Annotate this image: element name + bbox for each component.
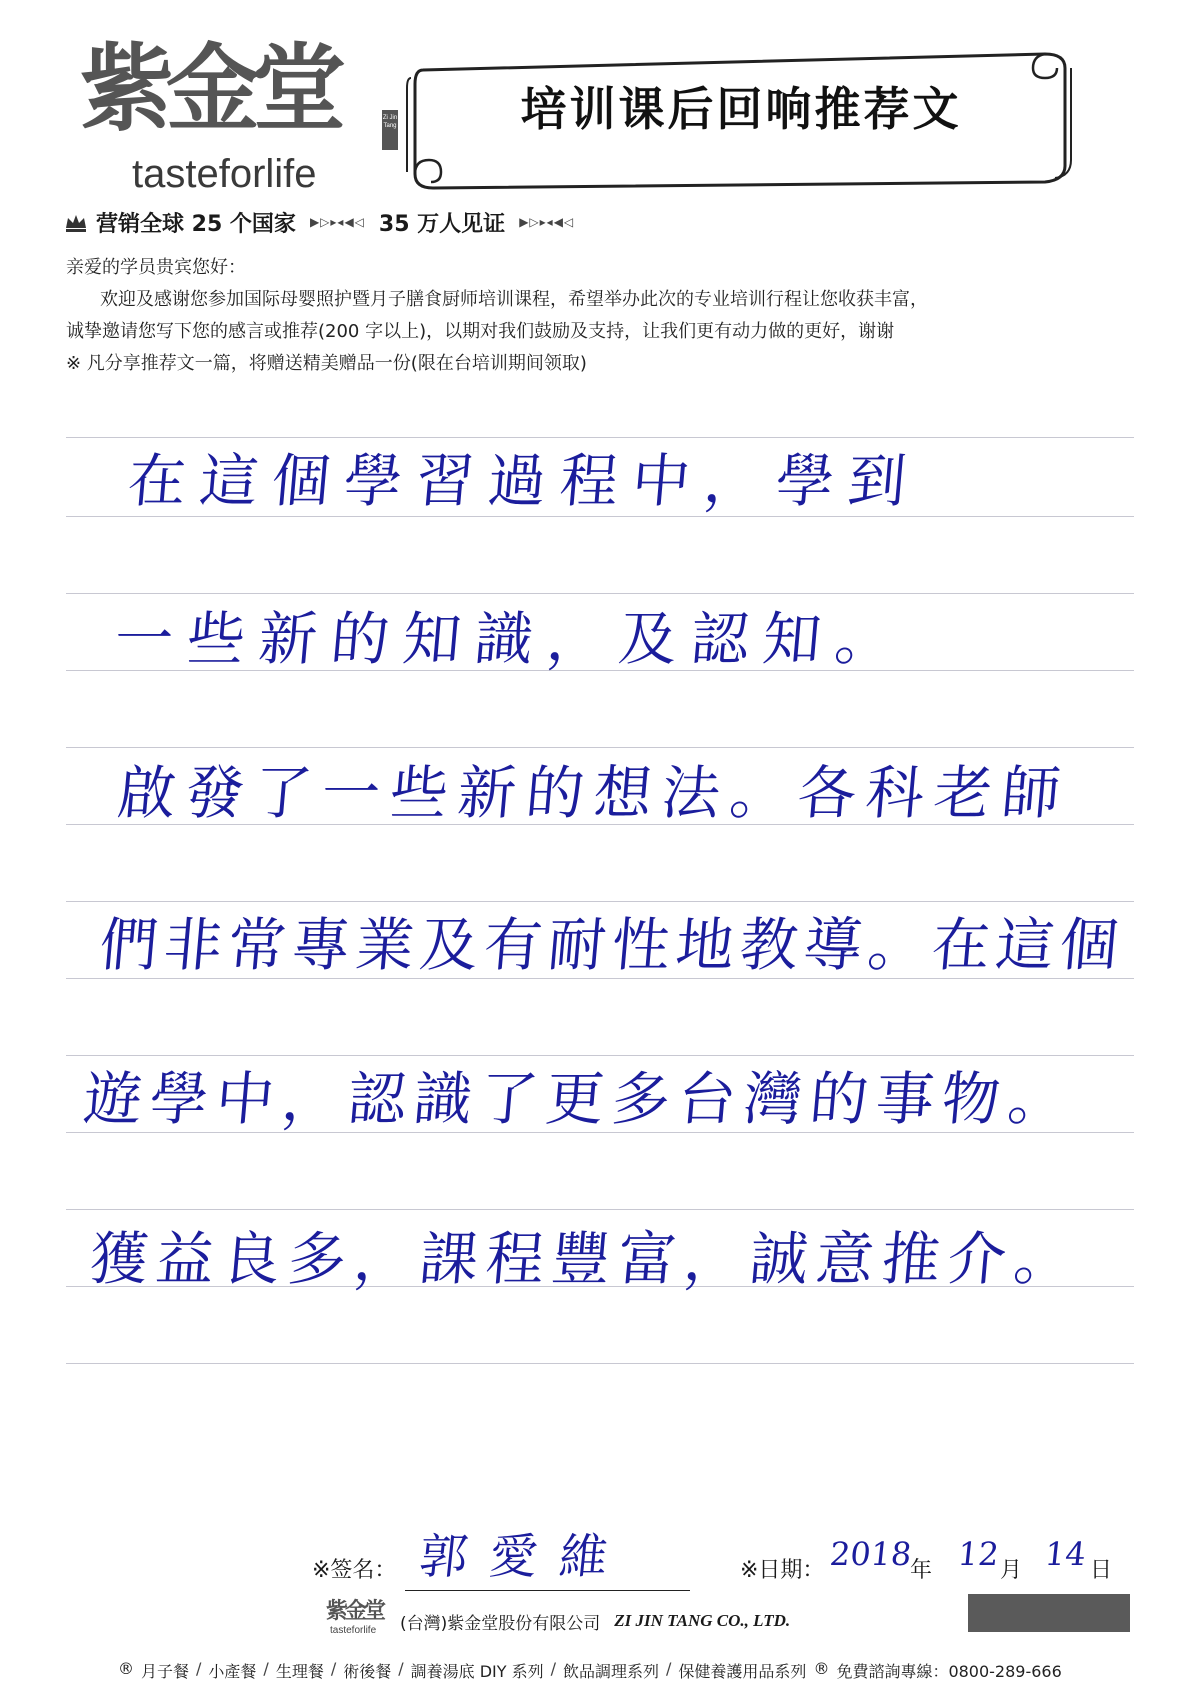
ruled-line <box>66 747 1134 748</box>
slogan-row <box>64 205 580 239</box>
title-banner <box>405 48 1077 193</box>
signature-label: ※签名： <box>312 1558 397 1583</box>
gray-block <box>968 1594 1130 1632</box>
arrow-decoration-icon: ▶▷▸◂◀◁ <box>519 215 575 229</box>
product-item: 保健養護用品系列 <box>678 1662 807 1681</box>
registered-icon: ® <box>118 1659 134 1678</box>
ruled-line <box>66 1055 1134 1056</box>
separator: / <box>330 1659 337 1678</box>
separator: / <box>263 1659 269 1678</box>
intro-line-1: 欢迎及感谢您参加国际母婴照护暨月子膳食厨师培训课程，希望举办此次的专业培训行程让您收获丰富， <box>100 289 928 310</box>
arrow-decoration-icon: ▶▷▸◂◀◁ <box>309 215 365 229</box>
date-day: 14 <box>1043 1535 1088 1573</box>
date-month: 12 <box>956 1535 1001 1573</box>
product-list <box>118 1659 1062 1682</box>
date-label: ※日期： <box>740 1558 825 1583</box>
signature-value: 郭愛維 <box>416 1529 633 1585</box>
crown-icon <box>64 210 88 234</box>
company-name-en: ZI JIN TANG CO., LTD. <box>614 1611 791 1630</box>
company-name: (台灣)紫金堂股份有限公司 <box>400 1613 601 1634</box>
footer-logo <box>326 1600 386 1642</box>
registered-icon: ® <box>813 1659 830 1678</box>
date-month-unit: 月 <box>1000 1558 1023 1583</box>
date-year-unit: 年 <box>910 1558 933 1583</box>
separator: / <box>550 1659 557 1678</box>
logo-mark: Zi Jin Tang <box>382 110 398 150</box>
ruled-line <box>66 437 1134 438</box>
separator: / <box>196 1659 202 1678</box>
hotline: 免費諮詢專線：0800-289-666 <box>836 1662 1062 1681</box>
product-item: 月子餐 <box>141 1662 190 1681</box>
brand-logo <box>80 34 398 198</box>
separator: / <box>398 1659 404 1678</box>
separator: / <box>666 1659 672 1678</box>
intro-text <box>66 252 1146 380</box>
ruled-line <box>66 901 1134 902</box>
slogan-countries: 营销全球 25 个国家 <box>96 211 296 237</box>
footer-logo-tagline: tasteforlife <box>330 1625 377 1636</box>
date-year: 2018 <box>828 1535 914 1573</box>
footer-company <box>326 1600 790 1642</box>
banner-title: 培训课后回响推荐文 <box>520 82 962 136</box>
handwriting-line-2: 一些新的知識，及認知。 <box>112 605 910 673</box>
handwriting-line-1: 在這個學習過程中，學到 <box>125 447 923 515</box>
product-item: 飲品調理系列 <box>563 1662 660 1681</box>
logo-chars: 紫金堂 <box>80 34 339 144</box>
ruled-line <box>66 516 1134 517</box>
product-item: 術後餐 <box>343 1662 392 1681</box>
date-day-unit: 日 <box>1090 1558 1113 1583</box>
intro-line-2: 诚挚邀请您写下您的感言或推荐(200 字以上)，以期对我们鼓励及支持，让我们更有动力做的更好，谢谢 <box>66 321 895 342</box>
handwriting-line-6: 獲益良多，課程豐富，誠意推介。 <box>87 1225 1083 1293</box>
slogan-witness: 35 万人见证 <box>378 211 506 237</box>
greeting: 亲爱的学员贵宾您好： <box>66 257 246 278</box>
ruled-line <box>66 1209 1134 1210</box>
handwriting-line-3: 啟發了一些新的想法。各科老師 <box>115 759 1073 827</box>
logo-tagline: tasteforlife <box>132 152 317 196</box>
ruled-line <box>66 1363 1134 1364</box>
footer-logo-chars: 紫金堂 <box>326 1598 384 1624</box>
intro-note: ※ 凡分享推荐文一篇，将赠送精美赠品一份(限在台培训期间领取) <box>66 353 587 374</box>
handwriting-line-4: 們非常專業及有耐性地教導。在這個 <box>97 911 1127 979</box>
ruled-line <box>66 593 1134 594</box>
product-item: 小產餐 <box>208 1662 257 1681</box>
signature-underline <box>405 1590 690 1591</box>
product-item: 調養湯底 DIY 系列 <box>410 1662 544 1681</box>
product-item: 生理餐 <box>275 1662 324 1681</box>
handwriting-line-5: 遊學中，認識了更多台灣的事物。 <box>81 1065 1077 1133</box>
